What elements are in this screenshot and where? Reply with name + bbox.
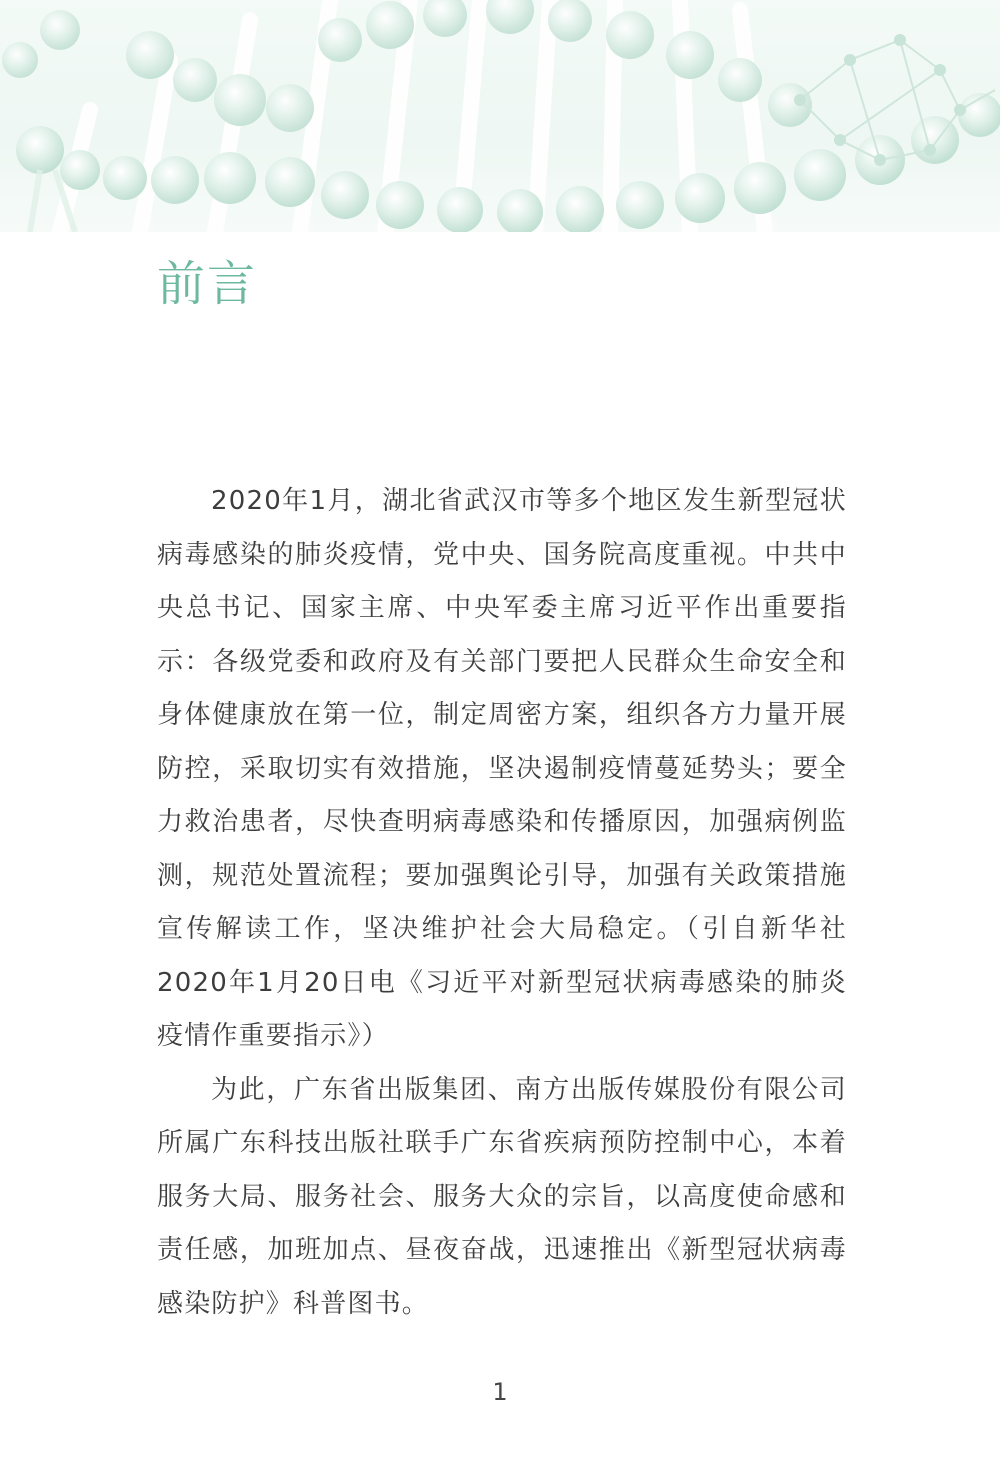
page-number: 1	[492, 1378, 508, 1406]
paragraph-1: 2020年1月，湖北省武汉市等多个地区发生新型冠状病毒感染的肺炎疫情，党中央、国务院高度重视。中共中央总书记、国家主席、中央军委主席习近平作出重要指示：各级党委和政府及有关部门要把人民群众生命安全和身体健康放在第一位，制定周密方案，组织各方力量开展防控，采取切实有效措施，坚决遏制疫情蔓延势头；要全力救治患者，尽快查明病毒感染和传播原因，加强病例监测，规范处置流程；要加强舆论引导，加强有关政策措施宣传解读工作，坚决维护社会大局稳定。（引自新华社2020年1月20日电《习近平对新型冠状病毒感染的肺炎疫情作重要指示》）	[157, 486, 847, 1051]
header-banner	[0, 0, 1000, 232]
dna-helix-molecule-icon	[0, 0, 1000, 232]
page-title: 前言	[157, 256, 258, 312]
paragraph-2: 为此，广东省出版集团、南方出版传媒股份有限公司所属广东科技出版社联手广东省疾病预防控制中心，本着服务大局、服务社会、服务大众的宗旨，以高度使命感和责任感，加班加点、昼夜奋战，迅速推出《新型冠状病毒感染防护》科普图书。	[157, 1074, 847, 1319]
body-text	[157, 475, 847, 1331]
